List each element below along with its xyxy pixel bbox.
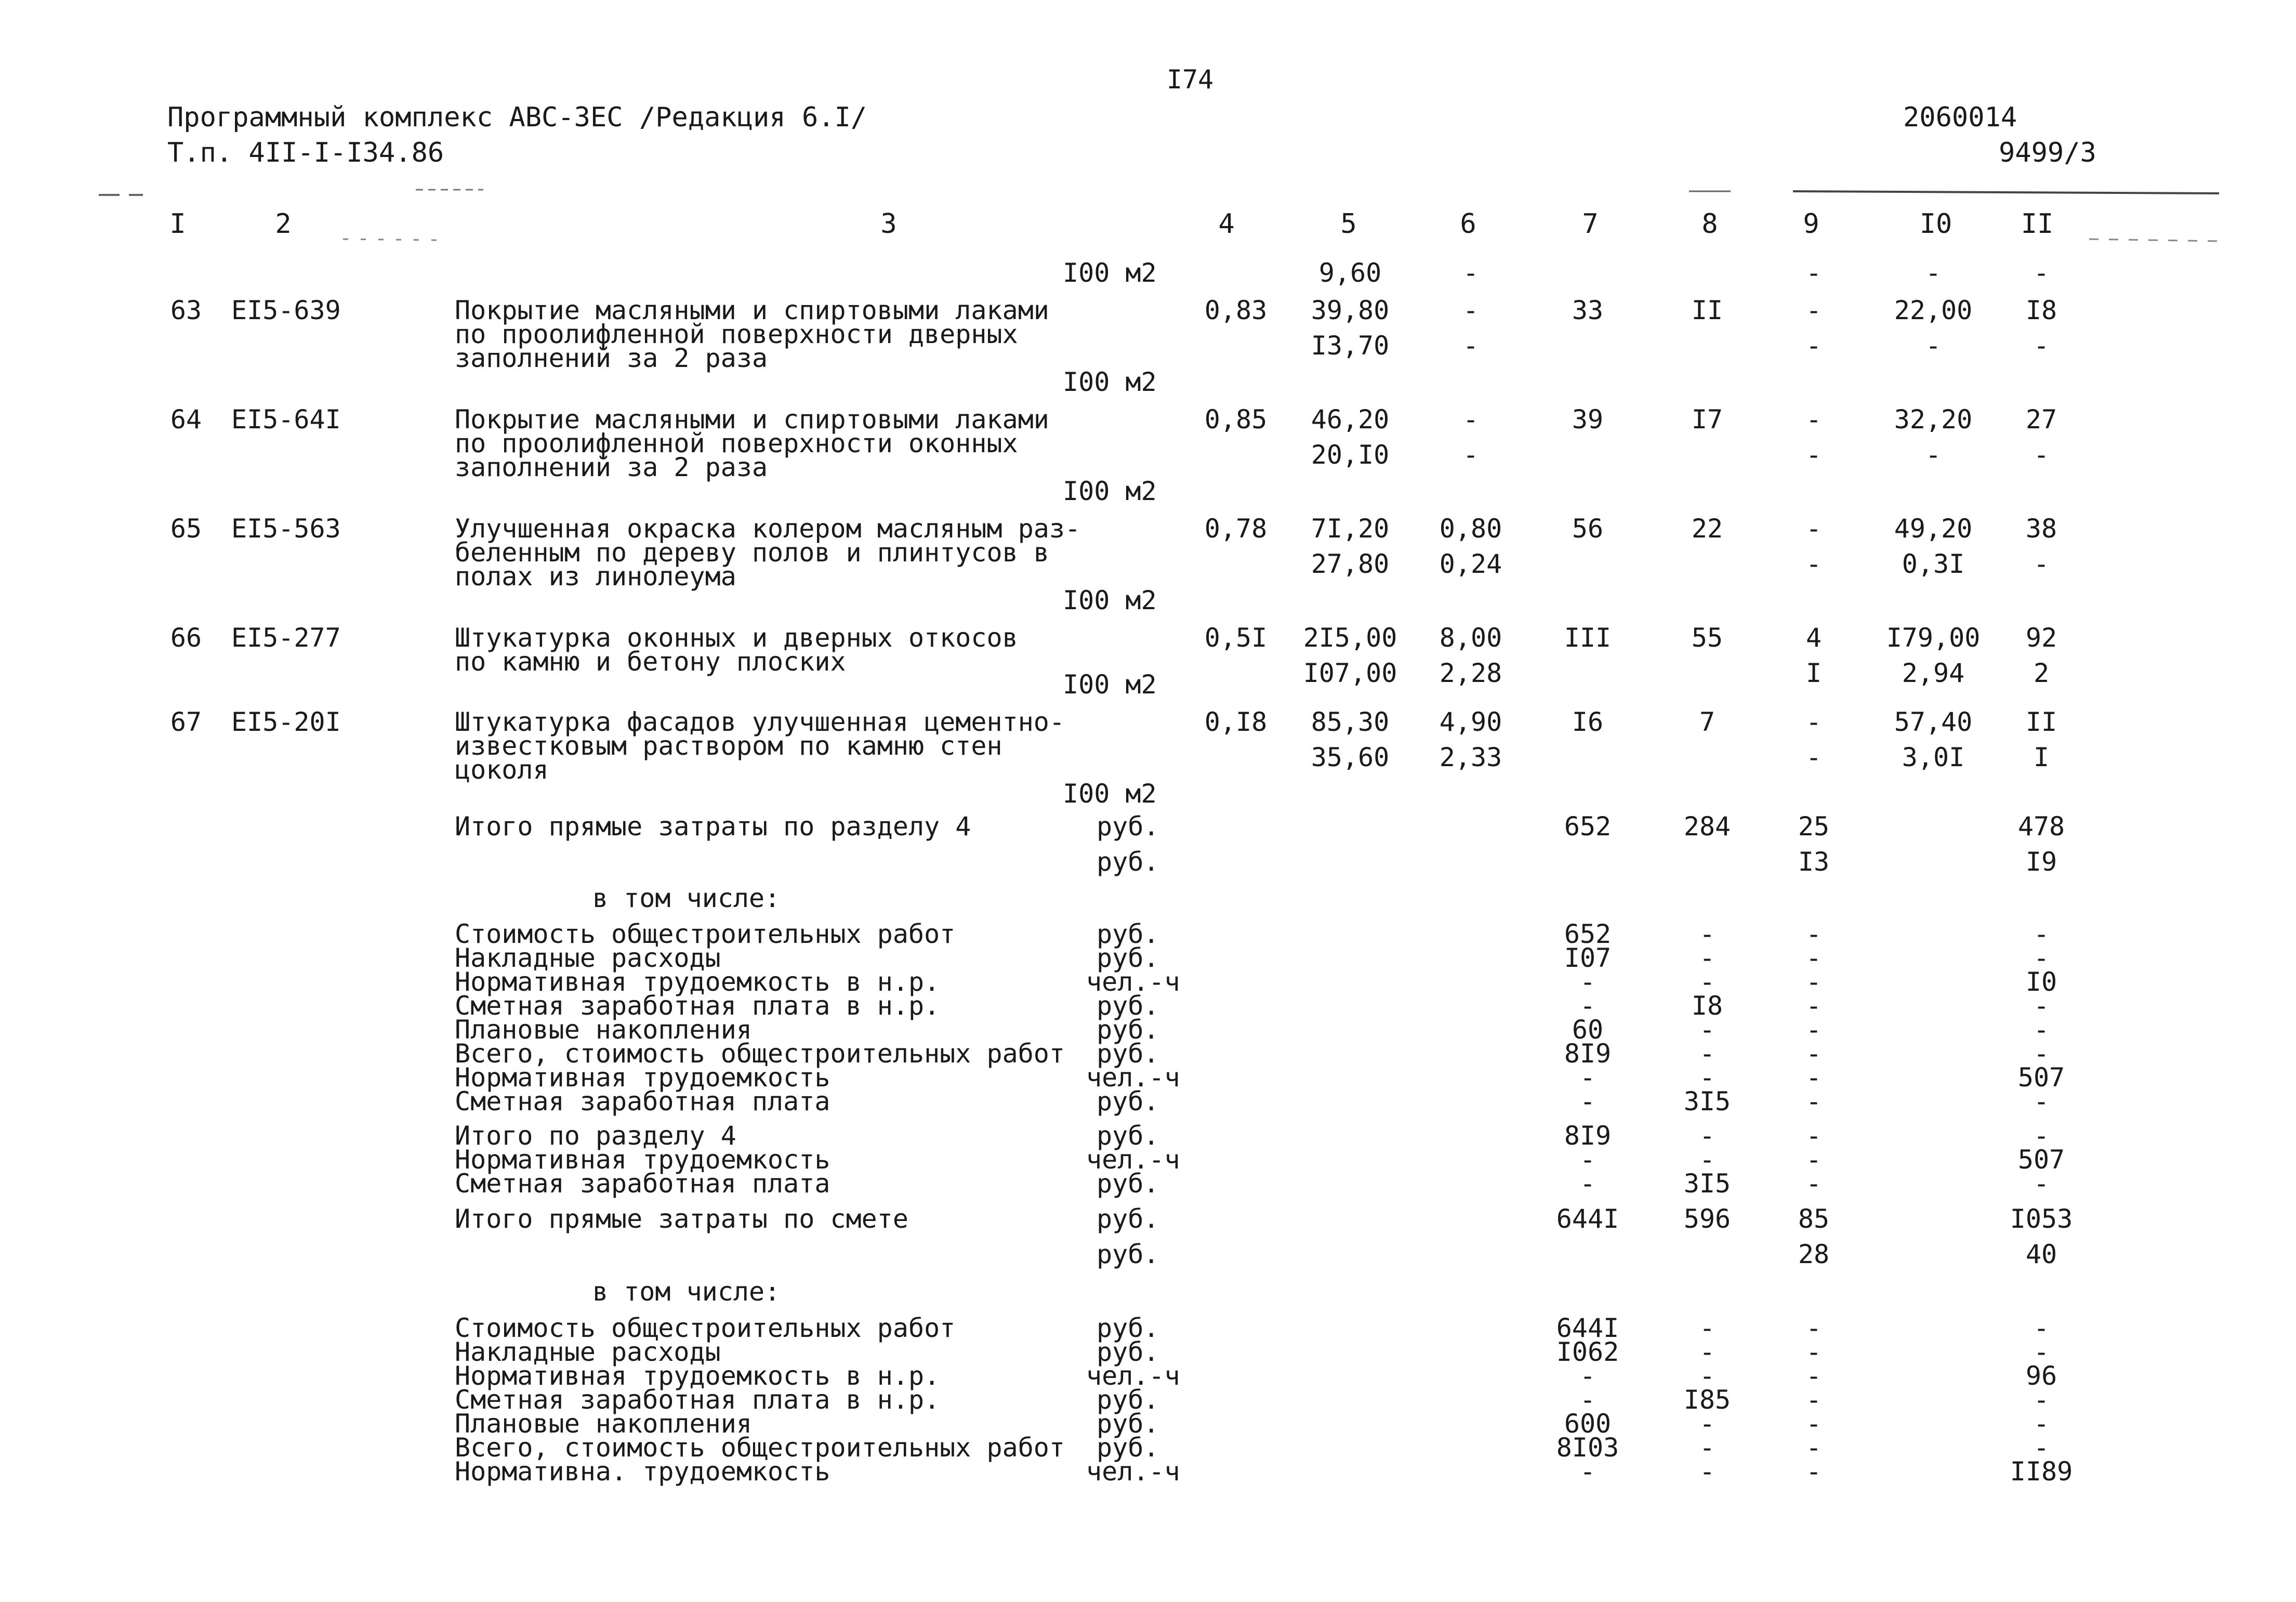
work-description: Улучшенная окраска колером масляным раз- <box>455 514 1081 544</box>
value-cell: - <box>1805 1361 1822 1391</box>
value-cell: - <box>1805 967 1822 997</box>
value-cell: I6 <box>1572 707 1604 737</box>
work-description: заполнений за 2 раза <box>455 452 768 482</box>
value-cell: 2,33 <box>1439 742 1502 772</box>
page-number: I74 <box>1166 64 1214 95</box>
value-cell: 644I <box>1556 1204 1619 1234</box>
column-number-1: I <box>169 208 186 240</box>
work-description: Покрытие масляными и спиртовыми лаками <box>455 295 1049 325</box>
unit-cell: чел.-ч <box>1086 1062 1180 1093</box>
value-cell: - <box>2033 1337 2050 1367</box>
value-cell: - <box>1805 295 1822 325</box>
column-number-9: 9 <box>1803 208 1819 240</box>
value-cell: - <box>1805 1385 1822 1415</box>
work-description: известковым раствором по камню стен <box>455 731 1002 761</box>
column-number-11: II <box>2021 208 2054 240</box>
summary-label: Нормативная трудоемкость <box>455 1145 830 1175</box>
value-cell: - <box>1699 967 1716 997</box>
column-number-7: 7 <box>1582 208 1599 240</box>
value-cell: - <box>1805 258 1822 288</box>
value-cell: - <box>1805 549 1822 579</box>
value-cell: I0 <box>2025 967 2057 997</box>
value-cell: - <box>1462 258 1479 288</box>
unit-cell: руб. <box>1097 1409 1159 1439</box>
value-cell: II89 <box>2010 1456 2073 1487</box>
value-cell: - <box>1579 1456 1596 1487</box>
value-cell: 20,I0 <box>1311 440 1390 470</box>
work-description: цоколя <box>455 755 549 785</box>
value-cell: - <box>1579 967 1596 997</box>
value-cell: 39 <box>1572 404 1604 435</box>
work-description: по проолифленной поверхности оконных <box>455 428 1018 458</box>
value-cell: - <box>1699 1062 1716 1093</box>
value-cell: 0,80 <box>1439 514 1502 544</box>
value-cell: - <box>1805 1039 1822 1069</box>
value-cell: II <box>2025 707 2057 737</box>
value-cell: 284 <box>1683 811 1731 842</box>
unit-cell: руб. <box>1097 847 1159 877</box>
value-cell: - <box>1579 1385 1596 1415</box>
value-cell: 56 <box>1572 514 1604 544</box>
value-cell: - <box>1805 1145 1822 1175</box>
value-cell: - <box>1805 440 1822 470</box>
value-cell: 8I03 <box>1556 1433 1619 1463</box>
value-cell: - <box>1462 404 1479 435</box>
value-cell: I3,70 <box>1311 331 1390 361</box>
value-cell: 22,00 <box>1894 295 1973 325</box>
value-cell: - <box>1699 1361 1716 1391</box>
value-cell: - <box>2033 1121 2050 1151</box>
value-cell: 85 <box>1798 1204 1830 1234</box>
rate-code: EI5-277 <box>231 623 341 653</box>
value-cell: 32,20 <box>1894 404 1973 435</box>
summary-label: Плановые накопления <box>455 1409 752 1439</box>
unit-cell: руб. <box>1097 943 1159 973</box>
value-cell: - <box>1579 1086 1596 1117</box>
row-number: 65 <box>170 514 202 544</box>
unit-cell: руб. <box>1097 1313 1159 1343</box>
summary-label: Всего, стоимость общестроительных работ <box>455 1039 1065 1069</box>
value-cell: 507 <box>2017 1145 2065 1175</box>
value-cell: 7I,20 <box>1311 514 1390 544</box>
column-number-4: 4 <box>1218 208 1235 240</box>
value-cell: 22 <box>1691 514 1723 544</box>
unit-cell: I00 м2 <box>1063 669 1157 700</box>
unit-cell: руб. <box>1097 1121 1159 1151</box>
value-cell: 2,28 <box>1439 658 1502 688</box>
value-cell: - <box>1462 331 1479 361</box>
value-cell: - <box>1805 1313 1822 1343</box>
value-cell: 478 <box>2017 811 2065 842</box>
unit-cell: руб. <box>1097 1239 1159 1269</box>
value-cell: - <box>1805 1168 1822 1199</box>
value-cell: 3,0I <box>1902 742 1965 772</box>
value-cell: 60 <box>1572 1015 1604 1045</box>
value-cell: - <box>2033 1313 2050 1343</box>
value-cell: - <box>1699 919 1716 949</box>
value-cell: 28 <box>1798 1239 1830 1269</box>
value-cell: - <box>1699 1121 1716 1151</box>
value-cell: - <box>1699 1313 1716 1343</box>
value-cell: 2I5,00 <box>1303 623 1397 653</box>
summary-label: Всего, стоимость общестроительных работ <box>455 1433 1065 1463</box>
value-cell: - <box>1925 440 1942 470</box>
value-cell: 652 <box>1564 919 1612 949</box>
work-description: по проолифленной поверхности дверных <box>455 319 1018 349</box>
value-cell: I8 <box>2025 295 2057 325</box>
value-cell: - <box>2033 1385 2050 1415</box>
value-cell: 27,80 <box>1311 549 1390 579</box>
value-cell: 2,94 <box>1902 658 1965 688</box>
value-cell: - <box>1805 1433 1822 1463</box>
summary-label: Накладные расходы <box>455 1337 721 1367</box>
value-cell: - <box>1805 1409 1822 1439</box>
value-cell: - <box>1579 1062 1596 1093</box>
summary-label: Нормативная трудоемкость в н.р. <box>455 967 940 997</box>
unit-cell: I00 м2 <box>1063 367 1157 397</box>
value-cell: - <box>1579 1145 1596 1175</box>
summary-label: Стоимость общестроительных работ <box>455 1313 956 1343</box>
value-cell: 507 <box>2017 1062 2065 1093</box>
value-cell: - <box>1925 331 1942 361</box>
work-description: по камню и бетону плоских <box>455 647 846 677</box>
value-cell: - <box>1699 1409 1716 1439</box>
column-number-10: I0 <box>1919 208 1952 240</box>
value-cell: I8 <box>1691 991 1723 1021</box>
value-cell: - <box>1805 1337 1822 1367</box>
work-description: Покрытие масляными и спиртовыми лаками <box>455 404 1049 435</box>
value-cell: 57,40 <box>1894 707 1973 737</box>
unit-cell: руб. <box>1097 1015 1159 1045</box>
value-cell: - <box>2033 943 2050 973</box>
value-cell: III <box>1564 623 1612 653</box>
work-description: беленным по дереву полов и плинтусов в <box>455 537 1049 568</box>
unit-cell: руб. <box>1097 919 1159 949</box>
value-cell: 85,30 <box>1311 707 1390 737</box>
summary-label: Нормативна. трудоемкость <box>455 1456 830 1487</box>
total-label: Итого прямые затраты по смете <box>455 1204 908 1234</box>
unit-cell: руб. <box>1097 1086 1159 1117</box>
rate-code: EI5-563 <box>231 514 341 544</box>
value-cell: I062 <box>1556 1337 1619 1367</box>
value-cell: - <box>2033 1433 2050 1463</box>
value-cell: 0,I8 <box>1204 707 1268 737</box>
value-cell: I07 <box>1564 943 1612 973</box>
rate-code: EI5-639 <box>231 295 341 325</box>
value-cell: - <box>2033 440 2050 470</box>
sheet-number: 9499/3 <box>1999 137 2096 168</box>
value-cell: 7 <box>1699 707 1716 737</box>
unit-cell: руб. <box>1097 1168 1159 1199</box>
value-cell: I <box>2033 742 2050 772</box>
work-description: Штукатурка оконных и дверных откосов <box>455 623 1018 653</box>
value-cell: 4,90 <box>1439 707 1502 737</box>
value-cell: 600 <box>1564 1409 1612 1439</box>
value-cell: - <box>2033 1409 2050 1439</box>
rate-code: EI5-64I <box>231 404 341 435</box>
value-cell: 33 <box>1572 295 1604 325</box>
value-cell: - <box>1805 1121 1822 1151</box>
value-cell: - <box>1462 295 1479 325</box>
unit-cell: руб. <box>1097 1433 1159 1463</box>
value-cell: I85 <box>1683 1385 1731 1415</box>
value-cell: 40 <box>2025 1239 2057 1269</box>
value-cell: 3I5 <box>1683 1168 1731 1199</box>
value-cell: - <box>1579 1168 1596 1199</box>
value-cell: 55 <box>1691 623 1723 653</box>
value-cell: - <box>1699 1456 1716 1487</box>
value-cell: 0,83 <box>1204 295 1268 325</box>
value-cell: - <box>2033 331 2050 361</box>
value-cell: - <box>1699 1433 1716 1463</box>
value-cell: I9 <box>2025 847 2057 877</box>
value-cell: 0,5I <box>1204 623 1268 653</box>
value-cell: II <box>1691 295 1723 325</box>
column-number-6: 6 <box>1460 208 1476 240</box>
value-cell: - <box>1805 1086 1822 1117</box>
row-number: 64 <box>170 404 202 435</box>
unit-cell: руб. <box>1097 1337 1159 1367</box>
value-cell: - <box>2033 1039 2050 1069</box>
column-number-5: 5 <box>1340 208 1357 240</box>
work-description: Штукатурка фасадов улучшенная цементно- <box>455 707 1065 737</box>
value-cell: - <box>2033 1015 2050 1045</box>
unit-cell: чел.-ч <box>1086 967 1180 997</box>
value-cell: - <box>1805 331 1822 361</box>
unit-cell: руб. <box>1097 1039 1159 1069</box>
summary-label: Сметная заработная плата <box>455 1168 830 1199</box>
total-label: Итого прямые затраты по разделу 4 <box>455 811 971 842</box>
value-cell: 46,20 <box>1311 404 1390 435</box>
value-cell: 3I5 <box>1683 1086 1731 1117</box>
column-number-2: 2 <box>275 208 292 240</box>
summary-label: Накладные расходы <box>455 943 721 973</box>
unit-cell: I00 м2 <box>1063 779 1157 809</box>
value-cell: - <box>1462 440 1479 470</box>
value-cell: 8I9 <box>1564 1039 1612 1069</box>
project-code: Т.п. 4II-I-I34.86 <box>167 137 444 168</box>
row-number: 67 <box>170 707 202 737</box>
work-description: полах из линолеума <box>455 561 736 592</box>
value-cell: - <box>1699 1145 1716 1175</box>
value-cell: 4 <box>1805 623 1822 653</box>
value-cell: 8I9 <box>1564 1121 1612 1151</box>
value-cell: I <box>1805 658 1822 688</box>
value-cell: - <box>2033 919 2050 949</box>
value-cell: - <box>1805 1015 1822 1045</box>
summary-label: Сметная заработная плата в н.р. <box>455 1385 940 1415</box>
value-cell: I79,00 <box>1886 623 1981 653</box>
value-cell: 9,60 <box>1318 258 1382 288</box>
document-code: 2060014 <box>1903 102 2017 133</box>
value-cell: I3 <box>1798 847 1830 877</box>
including-heading: в том числе: <box>592 1277 781 1307</box>
unit-cell: чел.-ч <box>1086 1456 1180 1487</box>
value-cell: - <box>1805 1456 1822 1487</box>
unit-cell: I00 м2 <box>1063 258 1157 288</box>
value-cell: - <box>1699 943 1716 973</box>
value-cell: 92 <box>2025 623 2057 653</box>
value-cell: - <box>2033 549 2050 579</box>
rate-code: EI5-20I <box>231 707 341 737</box>
summary-label: Стоимость общестроительных работ <box>455 919 956 949</box>
unit-cell: чел.-ч <box>1086 1361 1180 1391</box>
summary-label: Нормативная трудоемкость <box>455 1062 830 1093</box>
value-cell: 0,24 <box>1439 549 1502 579</box>
value-cell: I7 <box>1691 404 1723 435</box>
summary-label: Нормативная трудоемкость в н.р. <box>455 1361 940 1391</box>
value-cell: I053 <box>2010 1204 2073 1234</box>
value-cell: 0,85 <box>1204 404 1268 435</box>
value-cell: - <box>1925 258 1942 288</box>
value-cell: - <box>1805 404 1822 435</box>
value-cell: - <box>2033 1086 2050 1117</box>
value-cell: - <box>1699 1039 1716 1069</box>
value-cell: - <box>1805 514 1822 544</box>
unit-cell: руб. <box>1097 991 1159 1021</box>
unit-cell: руб. <box>1097 1204 1159 1234</box>
program-title: Программный комплекс АВС-ЗЕС /Редакция 6.I/ <box>167 102 867 133</box>
value-cell: 39,80 <box>1311 295 1390 325</box>
value-cell: 38 <box>2025 514 2057 544</box>
row-number: 63 <box>170 295 202 325</box>
value-cell: 35,60 <box>1311 742 1390 772</box>
unit-cell: I00 м2 <box>1063 476 1157 506</box>
value-cell: - <box>1699 1015 1716 1045</box>
row-number: 66 <box>170 623 202 653</box>
value-cell: 596 <box>1683 1204 1731 1234</box>
summary-label: Плановые накопления <box>455 1015 752 1045</box>
value-cell: I07,00 <box>1303 658 1397 688</box>
value-cell: - <box>1805 742 1822 772</box>
summary-label: Итого по разделу 4 <box>455 1121 736 1151</box>
value-cell: - <box>1805 991 1822 1021</box>
value-cell: - <box>1805 1062 1822 1093</box>
work-description: заполнений за 2 раза <box>455 343 768 373</box>
unit-cell: руб. <box>1097 811 1159 842</box>
value-cell: - <box>1805 943 1822 973</box>
value-cell: 25 <box>1798 811 1830 842</box>
value-cell: 49,20 <box>1894 514 1973 544</box>
value-cell: - <box>2033 991 2050 1021</box>
value-cell: 2 <box>2033 658 2050 688</box>
value-cell: - <box>1579 991 1596 1021</box>
value-cell: 8,00 <box>1439 623 1502 653</box>
unit-cell: руб. <box>1097 1385 1159 1415</box>
value-cell: - <box>2033 1168 2050 1199</box>
unit-cell: чел.-ч <box>1086 1145 1180 1175</box>
value-cell: 652 <box>1564 811 1612 842</box>
summary-label: Сметная заработная плата в н.р. <box>455 991 940 1021</box>
value-cell: - <box>1805 707 1822 737</box>
value-cell: 27 <box>2025 404 2057 435</box>
column-number-3: 3 <box>880 208 897 240</box>
value-cell: - <box>1579 1361 1596 1391</box>
value-cell: - <box>2033 258 2050 288</box>
value-cell: - <box>1699 1337 1716 1367</box>
value-cell: 96 <box>2025 1361 2057 1391</box>
column-number-8: 8 <box>1701 208 1718 240</box>
value-cell: 644I <box>1556 1313 1619 1343</box>
including-heading: в том числе: <box>592 883 781 913</box>
summary-label: Сметная заработная плата <box>455 1086 830 1117</box>
value-cell: 0,3I <box>1902 549 1965 579</box>
unit-cell: I00 м2 <box>1063 585 1157 615</box>
value-cell: 0,78 <box>1204 514 1268 544</box>
value-cell: - <box>1805 919 1822 949</box>
